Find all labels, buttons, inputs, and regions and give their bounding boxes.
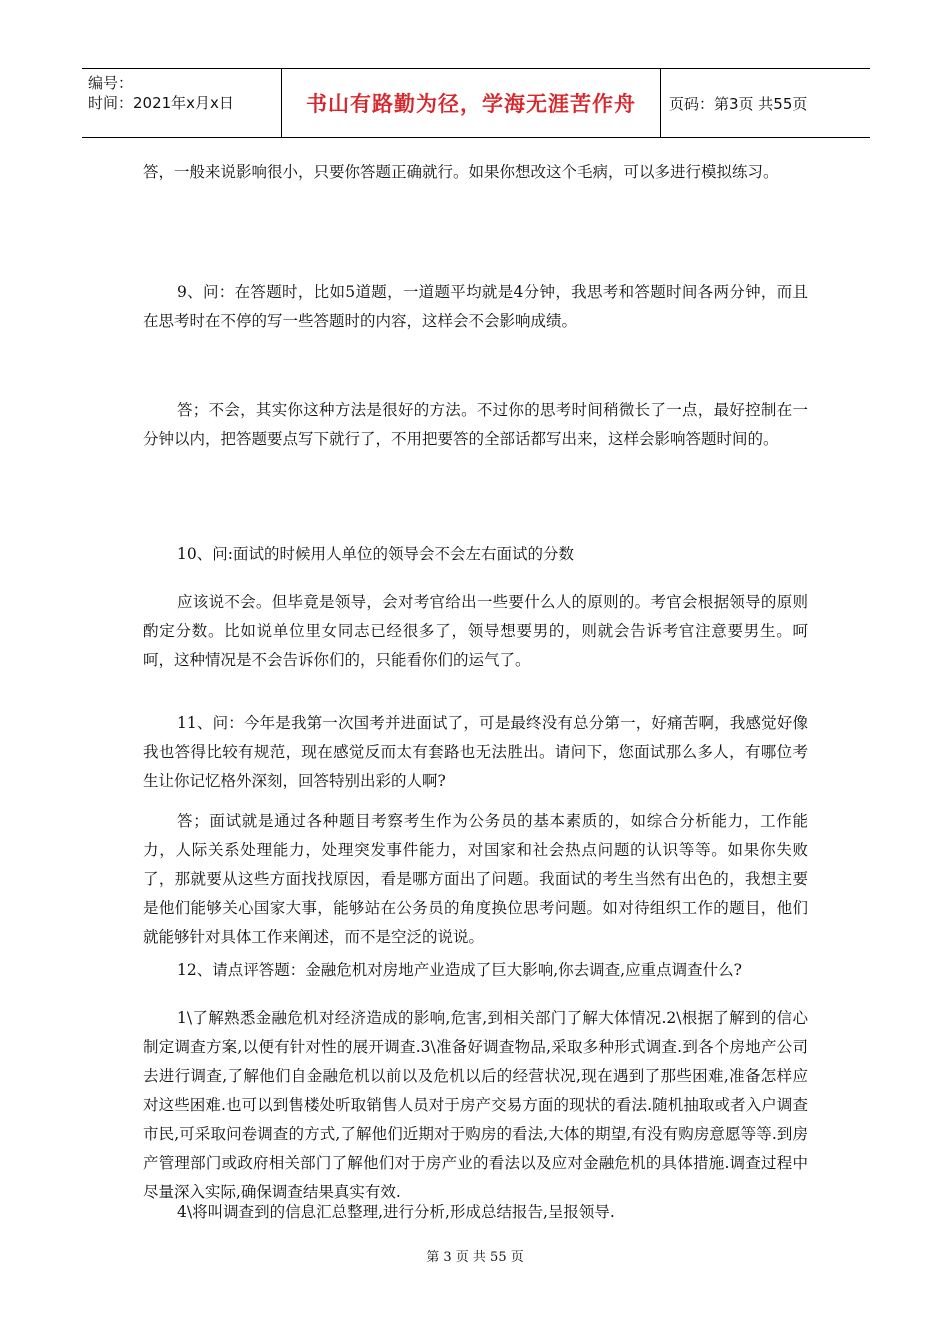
paragraph-question-9: 9、问：在答题时，比如5道题，一道题平均就是4分钟，我思考和答题时间各两分钟，而且在思考时在不停的写一些答题时的内容，这样会不会影响成绩。 [143, 283, 808, 330]
header-page-indicator: 页码：第3页 共55页 [669, 94, 808, 113]
paragraph-answer-11: 答；面试就是通过各种题目考察考生作为公务员的基本素质的，如综合分析能力，工作能力，人际关系处理能力，处理突发事件能力，对国家和社会热点问题的认识等等。如果你失败了，那就要从这些方面找找原因，看是哪方面出了问题。我面试的考生当然有出色的，我想主要是他们能够关心国家大事，能够站在公务员的角度换位思考问题。如对待组织工作的题目，他们就能够针对具体工作来阐述，而不是空泛的说说。 [143, 812, 808, 946]
document-number-label: 编号： [88, 74, 134, 92]
header-motto: 书山有路勤为径，学海无涯苦作舟 [282, 69, 661, 137]
document-date-label: 时间：2021年x月x日 [88, 94, 234, 112]
paragraph-answer-8: 答，一般来说影响很小，只要你答题正确就行。如果你想改这个毛病，可以多进行模拟练习。 [143, 163, 779, 181]
page-header [82, 68, 870, 138]
paragraph-answer-10: 应该说不会。但毕竟是领导，会对考官给出一些要什么人的原则的。考官会根据领导的原则酌定分数。比如说单位里女同志已经很多了，领导想要男的，则就会告诉考官注意要男生。呵呵，这种情况是不会告诉你们的，只能看你们的运气了。 [143, 593, 808, 669]
header-meta [82, 69, 282, 137]
paragraph-question-10: 10、问:面试的时候用人单位的领导会不会左右面试的分数 [177, 545, 574, 563]
paragraph-answer-12-steps: 1\了解熟悉金融危机对经济造成的影响,危害,到相关部门了解大体情况.2\根据了解到的信心制定调查方案,以便有针对性的展开调查.3\准备好调查物品,采取多种形式调查.到各个房地产公司去进行调查,了解他们自金融危机以前以及危机以后的经营状况,现在遇到了那些困难,准备怎样应对这些困难.也可以到售楼处听取销售人员对于房产交易方面的现状的看法.随机抽取或者入户调查市民,可采取问卷调查的方式,了解他们近期对于购房的看法,大体的期望,有没有购房意愿等等.到房产管理部门或政府相关部门了解他们对于房产业的看法以及应对金融危机的具体措施.调查过程中尽量深入实际,确保调查结果真实有效. [143, 1009, 808, 1201]
paragraph-question-12: 12、请点评答题：金融危机对房地产业造成了巨大影响,你去调查,应重点调查什么? [177, 961, 742, 979]
paragraph-answer-9: 答；不会，其实你这种方法是很好的方法。不过你的思考时间稍微长了一点，最好控制在一分钟以内，把答题要点写下就行了，不用把要答的全部话都写出来，这样会影响答题时间的。 [143, 401, 808, 448]
paragraph-question-11: 11、问：今年是我第一次国考并进面试了，可是最终没有总分第一，好痛苦啊，我感觉好像我也答得比较有规范，现在感觉反而太有套路也无法胜出。请问下，您面试那么多人，有哪位考生让你记忆格外深刻，回答特别出彩的人啊? [143, 714, 808, 790]
paragraph-answer-12-step4: 4\将叫调查到的信息汇总整理,进行分析,形成总结报告,呈报领导. [177, 1203, 615, 1221]
page-footer: 第 3 页 共 55 页 [426, 1250, 524, 1265]
